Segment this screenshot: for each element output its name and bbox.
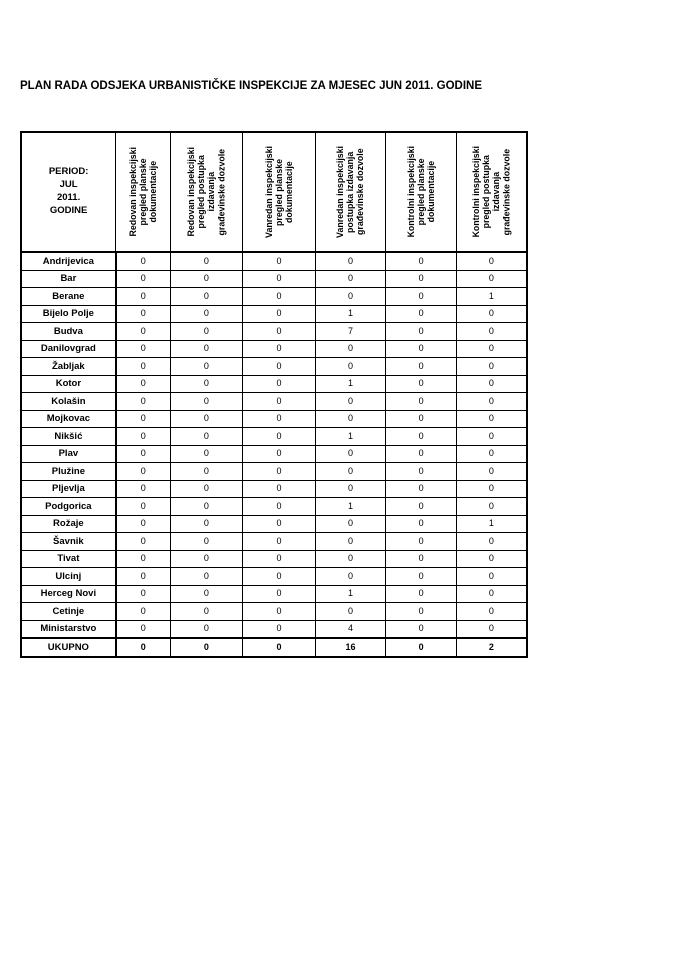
table-row: [21, 288, 527, 306]
value-cell: 0: [456, 585, 527, 603]
city-cell: Podgorica: [21, 498, 116, 516]
city-cell: Budva: [21, 323, 116, 341]
value-cell: 0: [170, 305, 243, 323]
value-cell: 0: [116, 393, 170, 411]
value-cell: 0: [116, 270, 170, 288]
value-cell: 0: [170, 323, 243, 341]
plan-table: [20, 131, 528, 658]
city-cell: Andrijevica: [21, 252, 116, 270]
value-cell: 0: [116, 340, 170, 358]
value-cell: 0: [456, 270, 527, 288]
value-cell: 0: [243, 393, 316, 411]
value-cell: 0: [116, 323, 170, 341]
city-cell: Šavnik: [21, 533, 116, 551]
value-cell: 0: [456, 463, 527, 481]
value-cell: 0: [456, 620, 527, 638]
value-cell: 0: [315, 358, 386, 376]
value-cell: 0: [456, 358, 527, 376]
city-cell: Pljevlja: [21, 480, 116, 498]
column-header: Kontrolni inspekcijski pregled postupka izdavanja građevinske dozvole: [456, 132, 527, 252]
value-cell: 0: [116, 252, 170, 270]
value-cell: 0: [116, 568, 170, 586]
value-cell: 0: [315, 340, 386, 358]
value-cell: 0: [243, 445, 316, 463]
value-cell: 0: [456, 533, 527, 551]
table-row: [21, 480, 527, 498]
value-cell: 0: [386, 498, 457, 516]
value-cell: 0: [243, 603, 316, 621]
value-cell: 1: [456, 288, 527, 306]
total-cell: 0: [386, 638, 457, 657]
city-cell: Žabljak: [21, 358, 116, 376]
table-row: [21, 445, 527, 463]
value-cell: 0: [243, 340, 316, 358]
value-cell: 0: [315, 288, 386, 306]
city-cell: Bar: [21, 270, 116, 288]
value-cell: 0: [243, 410, 316, 428]
value-cell: 0: [386, 375, 457, 393]
table-row: [21, 498, 527, 516]
value-cell: 0: [315, 445, 386, 463]
value-cell: 0: [243, 585, 316, 603]
city-cell: Mojkovac: [21, 410, 116, 428]
total-cell: 0: [116, 638, 170, 657]
value-cell: 0: [456, 480, 527, 498]
city-cell: Berane: [21, 288, 116, 306]
value-cell: 0: [116, 305, 170, 323]
value-cell: 0: [170, 550, 243, 568]
table-row: [21, 603, 527, 621]
value-cell: 0: [456, 445, 527, 463]
value-cell: 0: [386, 410, 457, 428]
table-row: [21, 550, 527, 568]
value-cell: 7: [315, 323, 386, 341]
table-row: [21, 358, 527, 376]
value-cell: 1: [315, 375, 386, 393]
table-header-row: [21, 132, 527, 252]
value-cell: 0: [116, 620, 170, 638]
value-cell: 0: [456, 375, 527, 393]
value-cell: 0: [456, 305, 527, 323]
value-cell: 0: [116, 498, 170, 516]
value-cell: 0: [170, 270, 243, 288]
value-cell: 0: [116, 585, 170, 603]
value-cell: 0: [116, 480, 170, 498]
value-cell: 0: [386, 480, 457, 498]
value-cell: 0: [456, 340, 527, 358]
value-cell: 0: [315, 270, 386, 288]
value-cell: 0: [386, 533, 457, 551]
value-cell: 0: [116, 550, 170, 568]
value-cell: 0: [386, 620, 457, 638]
total-row: [21, 638, 527, 657]
value-cell: 0: [315, 410, 386, 428]
value-cell: 0: [243, 550, 316, 568]
period-suffix: GODINE: [49, 204, 88, 216]
column-header: Vanredan inspekcijski pregled planske dokumentacije: [243, 132, 316, 252]
table-row: [21, 515, 527, 533]
value-cell: 0: [315, 480, 386, 498]
table-row: [21, 393, 527, 411]
table-row: [21, 375, 527, 393]
value-cell: 0: [243, 323, 316, 341]
value-cell: 0: [116, 375, 170, 393]
value-cell: 0: [170, 340, 243, 358]
value-cell: 0: [386, 288, 457, 306]
value-cell: 1: [315, 498, 386, 516]
total-cell: 16: [315, 638, 386, 657]
value-cell: 0: [386, 603, 457, 621]
value-cell: 0: [116, 533, 170, 551]
city-cell: Kotor: [21, 375, 116, 393]
table-row: [21, 428, 527, 446]
period-header: [21, 132, 116, 252]
value-cell: 0: [315, 252, 386, 270]
city-cell: Tivat: [21, 550, 116, 568]
value-cell: 0: [170, 428, 243, 446]
value-cell: 0: [386, 305, 457, 323]
value-cell: 0: [456, 498, 527, 516]
city-cell: Kolašin: [21, 393, 116, 411]
value-cell: 0: [456, 323, 527, 341]
value-cell: 0: [243, 533, 316, 551]
value-cell: 0: [116, 358, 170, 376]
value-cell: 0: [243, 480, 316, 498]
value-cell: 0: [386, 270, 457, 288]
value-cell: 0: [243, 252, 316, 270]
value-cell: 0: [243, 463, 316, 481]
table-row: [21, 585, 527, 603]
value-cell: 0: [386, 515, 457, 533]
value-cell: 0: [116, 463, 170, 481]
value-cell: 0: [170, 533, 243, 551]
total-cell: 2: [456, 638, 527, 657]
value-cell: 0: [386, 550, 457, 568]
table-row: [21, 620, 527, 638]
value-cell: 0: [243, 515, 316, 533]
value-cell: 0: [243, 305, 316, 323]
value-cell: 0: [170, 585, 243, 603]
value-cell: 0: [386, 340, 457, 358]
column-header: Redovan inspekcijski pregled planske dokumentacije: [116, 132, 170, 252]
value-cell: 0: [170, 498, 243, 516]
value-cell: 1: [315, 585, 386, 603]
value-cell: 0: [170, 252, 243, 270]
value-cell: 0: [116, 603, 170, 621]
value-cell: 0: [386, 585, 457, 603]
value-cell: 0: [315, 568, 386, 586]
value-cell: 0: [170, 358, 243, 376]
value-cell: 0: [456, 428, 527, 446]
value-cell: 0: [243, 358, 316, 376]
table-row: [21, 305, 527, 323]
value-cell: 0: [116, 445, 170, 463]
period-label: PERIOD:: [48, 166, 89, 178]
value-cell: 0: [243, 568, 316, 586]
value-cell: 0: [315, 550, 386, 568]
city-cell: Bijelo Polje: [21, 305, 116, 323]
value-cell: 0: [386, 463, 457, 481]
value-cell: 0: [315, 463, 386, 481]
value-cell: 0: [456, 550, 527, 568]
value-cell: 0: [170, 393, 243, 411]
city-cell: Herceg Novi: [21, 585, 116, 603]
city-cell: Ministarstvo: [21, 620, 116, 638]
value-cell: 1: [315, 305, 386, 323]
value-cell: 0: [243, 288, 316, 306]
value-cell: 0: [116, 288, 170, 306]
value-cell: 0: [315, 393, 386, 411]
value-cell: 0: [170, 463, 243, 481]
value-cell: 0: [315, 515, 386, 533]
value-cell: 0: [170, 445, 243, 463]
value-cell: 0: [315, 533, 386, 551]
value-cell: 0: [170, 568, 243, 586]
total-cell: 0: [243, 638, 316, 657]
value-cell: 0: [243, 498, 316, 516]
value-cell: 0: [243, 620, 316, 638]
page-title: PLAN RADA ODSJEKA URBANISTIČKE INSPEKCIJE ZA MJESEC JUN 2011. GODINE: [20, 80, 483, 92]
value-cell: 0: [170, 603, 243, 621]
city-cell: Nikšić: [21, 428, 116, 446]
period-year: 2011.: [56, 192, 81, 203]
value-cell: 0: [456, 410, 527, 428]
value-cell: 0: [170, 620, 243, 638]
total-label: UKUPNO: [21, 638, 116, 657]
table-row: [21, 463, 527, 481]
value-cell: 0: [243, 428, 316, 446]
table-row: [21, 533, 527, 551]
value-cell: 0: [315, 603, 386, 621]
value-cell: 4: [315, 620, 386, 638]
table-row: [21, 568, 527, 586]
value-cell: 0: [243, 270, 316, 288]
value-cell: 0: [170, 480, 243, 498]
city-cell: Cetinje: [21, 603, 116, 621]
value-cell: 0: [116, 428, 170, 446]
city-cell: Danilovgrad: [21, 340, 116, 358]
city-cell: Ulcinj: [21, 568, 116, 586]
city-cell: Rožaje: [21, 515, 116, 533]
value-cell: 0: [386, 252, 457, 270]
value-cell: 0: [170, 410, 243, 428]
column-header: Vanredan inspekcijski postupka izdavanja građevinske dozvole: [315, 132, 386, 252]
column-header: Redovan inspekcijski pregled postupka izdavanja građevinske dozvole: [170, 132, 243, 252]
value-cell: 0: [456, 393, 527, 411]
value-cell: 0: [386, 358, 457, 376]
value-cell: 0: [170, 375, 243, 393]
value-cell: 0: [456, 603, 527, 621]
table-row: [21, 410, 527, 428]
value-cell: 0: [386, 323, 457, 341]
value-cell: 0: [456, 568, 527, 586]
city-cell: Plužine: [21, 463, 116, 481]
value-cell: 0: [116, 515, 170, 533]
value-cell: 1: [315, 428, 386, 446]
value-cell: 0: [456, 252, 527, 270]
period-month: JUL: [59, 179, 78, 191]
table-row: [21, 252, 527, 270]
table-row: [21, 340, 527, 358]
value-cell: 0: [386, 393, 457, 411]
value-cell: 0: [170, 288, 243, 306]
value-cell: 0: [170, 515, 243, 533]
value-cell: 1: [456, 515, 527, 533]
value-cell: 0: [116, 410, 170, 428]
value-cell: 0: [386, 568, 457, 586]
total-cell: 0: [170, 638, 243, 657]
value-cell: 0: [386, 428, 457, 446]
value-cell: 0: [386, 445, 457, 463]
table-row: [21, 270, 527, 288]
table-row: [21, 323, 527, 341]
city-cell: Plav: [21, 445, 116, 463]
value-cell: 0: [243, 375, 316, 393]
column-header: Kontrolni inspekcijski pregled planske dokumentacije: [386, 132, 457, 252]
